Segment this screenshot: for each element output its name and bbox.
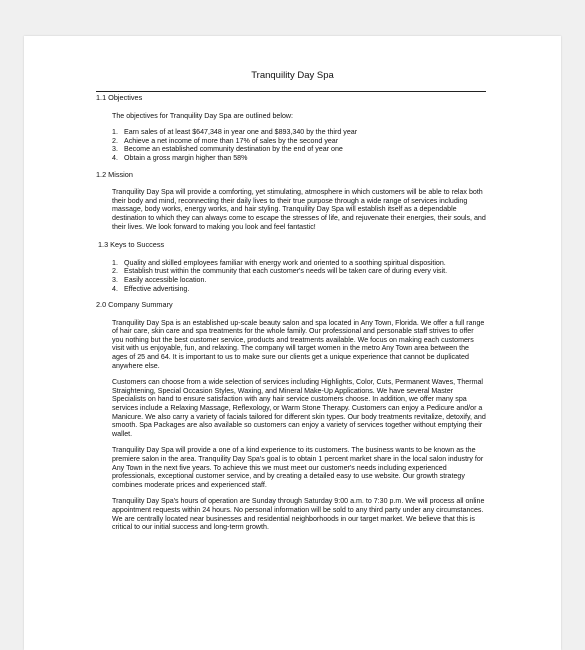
list-number: 1.	[112, 128, 118, 137]
document-title: Tranquility Day Spa	[251, 70, 334, 81]
keys-list	[112, 259, 486, 293]
list-number: 3.	[112, 275, 118, 284]
list-number: 2.	[112, 136, 118, 145]
company-paragraph: Customers can choose from a wide selection of services including Highlights, Color, Cuts, Permanent Waves, Thermal Straightening, Special Occasion Styles, Waxing, and Mineral Make-Up Applications. We have several Master Specialists on hand to ensure satisfaction with any hair service customers choose. In addition, we offer many spa services include a Relaxing Massage, Reflexology, or Warm Stone Therapy. Customers can enjoy a Pedicure and/or a Manicure. We also carry a variety of facials tailored for different skin types. Our body treatments revitalize, detoxify, and smooth. Spa Packages are also available so customers can enjoy a variety of services together without emptying their wallet.	[112, 378, 486, 438]
list-item	[112, 145, 486, 154]
section-body	[112, 319, 486, 532]
list-item	[112, 154, 486, 163]
objectives-intro: The objectives for Tranquility Day Spa are outlined below:	[112, 111, 293, 120]
company-paragraph: Tranquility Day Spa will provide a one of a kind experience to its customers. The business wants to be known as the premiere salon in the area. Tranquility Day Spa's goal is to obtain 1 percent market share in the local salon industry for Any Town in the next five years. To achieve this we must meet our customer's needs including experienced professionals, exceptional customer service, and by creating a detailed easy to use website. Our growth strategy combines moderate prices and experienced staff.	[112, 446, 484, 489]
list-number: 1.	[112, 258, 118, 267]
section-heading: 1.3 Keys to Success	[98, 240, 165, 250]
section-objectives	[96, 94, 486, 163]
list-text: Become an established community destination by the end of year one	[124, 145, 343, 154]
title-rule	[96, 91, 486, 92]
list-text: Obtain a gross margin higher than 58%	[124, 153, 248, 162]
section-keys-to-success	[96, 241, 486, 293]
section-mission	[96, 171, 486, 232]
list-text: Easily accessible location.	[124, 275, 207, 284]
company-paragraph: Tranquility Day Spa is an established up-scale beauty salon and spa located in Any Town, Florida. We offer a full range of hair care, skin care and spa treatments for the whole family. Our professional and personable staff strives to offer you nothing but the best customer service, products and treatments available. We focus on making each customers visit with us enjoyable, fun, and relaxing. The company will target women in the metro Any Town area between the ages of 25 and 64. It is important to us to make sure our clients get a unique experience that cannot be duplicated anywhere else.	[112, 318, 485, 370]
list-item	[112, 267, 486, 276]
document-page	[24, 36, 561, 650]
list-text: Establish trust within the community that each customer's needs will be taken care of during every visit.	[124, 267, 448, 276]
list-text: Achieve a net income of more than 17% of sales by the second year	[124, 136, 339, 145]
list-number: 2.	[112, 267, 118, 276]
section-heading: 1.1 Objectives	[96, 93, 143, 102]
list-text: Effective advertising.	[124, 284, 190, 293]
section-heading: 1.2 Mission	[96, 169, 133, 179]
list-number: 4.	[112, 153, 118, 162]
section-heading: 2.0 Company Summary	[96, 300, 173, 310]
objectives-list	[112, 128, 486, 162]
list-number: 4.	[112, 284, 118, 293]
list-item	[112, 128, 486, 137]
list-item	[112, 259, 486, 268]
mission-paragraph: Tranquility Day Spa will provide a comforting, yet stimulating, atmosphere in which customers will be able to relax both their body and mind, reconnecting their daily lives to their true purpose through a wide range of services including massage, body works, energy works, and hair styling. Tranquility Day Spa will establish itself as a dependable destination to which they can always come to escape the stresses of life, and rejuvenate their energies, their souls, and their lives. We look forward to making you look and feel fantastic!	[112, 188, 486, 231]
list-item	[112, 285, 486, 294]
section-body	[112, 188, 486, 231]
list-item	[112, 276, 486, 285]
document-body	[96, 94, 486, 540]
list-item	[112, 137, 486, 146]
list-text: Earn sales of at least $647,348 in year one and $893,340 by the third year	[124, 128, 358, 137]
list-text: Quality and skilled employees familiar with energy work and oriented to a soothing spiritual disposition.	[124, 258, 446, 267]
list-number: 3.	[112, 145, 118, 154]
company-paragraph: Tranquility Day Spa's hours of operation are Sunday through Saturday 9:00 a.m. to 7:30 p.m. We will process all online appointment requests within 24 hours. No personal information will be sold to any third party under any circumstances. We are centrally located near businesses and residential neighborhoods in our target market. We believe that this is critical to our initial success and long-term growth.	[112, 497, 485, 532]
section-body	[112, 112, 486, 163]
section-body	[112, 259, 486, 293]
section-company-summary	[96, 301, 486, 532]
